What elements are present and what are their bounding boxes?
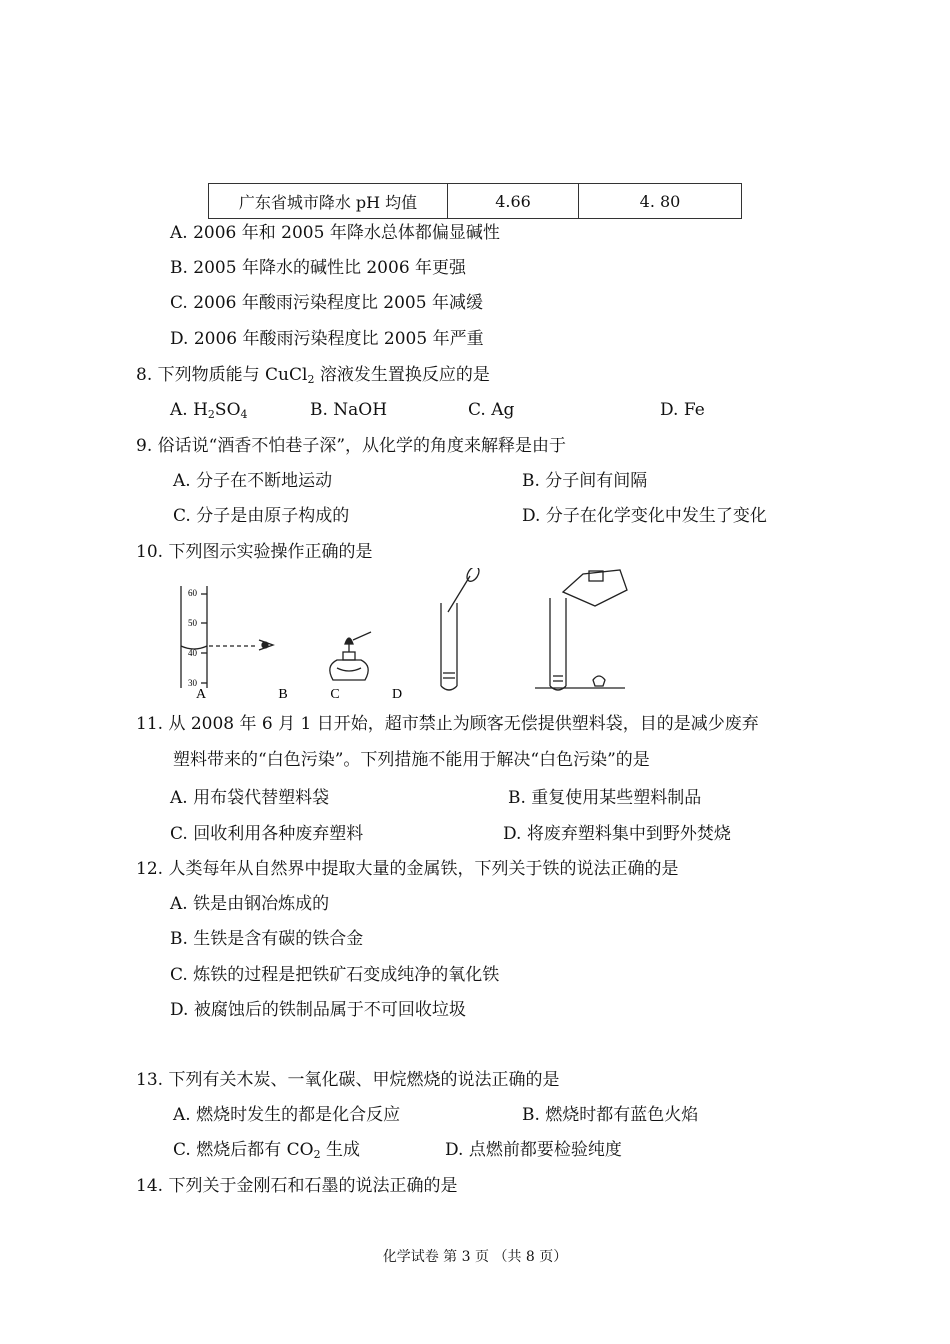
q8-stem-sub: 2: [307, 373, 315, 386]
ph-table: [208, 183, 742, 219]
table-label: 广东省城市降水 pH 均值: [209, 184, 448, 219]
q13-stem: 13. 下列有关木炭、一氧化碳、甲烷燃烧的说法正确的是: [136, 1070, 560, 1090]
q8-a-mid: SO: [214, 400, 241, 420]
q8-stem-pre: 8. 下列物质能与 CuCl: [136, 365, 308, 385]
q7-option-d: D. 2006 年酸雨污染程度比 2005 年严重: [170, 329, 484, 349]
q7-option-a: A. 2006 年和 2005 年降水总体都偏显碱性: [170, 223, 500, 243]
table-value-2006: 4.66: [448, 184, 579, 219]
figure-label-b: B: [278, 687, 288, 702]
q13-option-c: [173, 1139, 360, 1166]
q11-stem-line1: 11. 从 2008 年 6 月 1 日开始，超市禁止为顾客无偿提供塑料袋，目的是减少废弃: [136, 714, 759, 734]
q13-c-pre: C. 燃烧后都有 CO: [173, 1140, 314, 1160]
q8-a-sub1: 2: [207, 408, 215, 421]
q8-a-sub2: 4: [240, 408, 248, 421]
q7-option-c: C. 2006 年酸雨污染程度比 2005 年减缓: [170, 293, 483, 313]
q9-option-a: A. 分子在不断地运动: [173, 471, 333, 491]
measuring-cylinder-icon: [181, 586, 273, 688]
q12-option-c: C. 炼铁的过程是把铁矿石变成纯净的氧化铁: [170, 965, 500, 985]
q13-option-b: B. 燃烧时都有蓝色火焰: [522, 1105, 699, 1125]
q11-stem-line2: 塑料带来的“白色污染”。下列措施不能用于解决“白色污染”的是: [173, 750, 650, 770]
q13-c-sub: 2: [313, 1148, 321, 1161]
q8-stem: [136, 364, 490, 391]
q12-option-d: D. 被腐蚀后的铁制品属于不可回收垃圾: [170, 1000, 466, 1020]
q14-stem: 14. 下列关于金刚石和石墨的说法正确的是: [136, 1176, 458, 1196]
q8-a-pre: A. H: [170, 400, 208, 420]
dropper-test-tube-icon: [441, 568, 481, 690]
q8-option-d: D. Fe: [660, 400, 705, 420]
q13-c-post: 生成: [320, 1140, 360, 1160]
q13-option-a: A. 燃烧时发生的都是化合反应: [173, 1105, 401, 1125]
pouring-reagent-icon: [535, 570, 627, 690]
q7-option-b: B. 2005 年降水的碱性比 2006 年更强: [170, 258, 467, 278]
alcohol-lamp-icon: [330, 632, 371, 680]
figure-label-a: A: [195, 687, 207, 702]
figure-label-c: C: [330, 687, 340, 702]
q11-option-d: D. 将废弃塑料集中到野外焚烧: [503, 824, 731, 844]
q8-stem-post: 溶液发生置换反应的是: [314, 365, 490, 385]
q12-stem: 12. 人类每年从自然界中提取大量的金属铁，下列关于铁的说法正确的是: [136, 859, 679, 879]
q9-option-d: D. 分子在化学变化中发生了变化: [522, 506, 767, 526]
q9-option-b: B. 分子间有间隔: [522, 471, 648, 491]
q11-option-c: C. 回收利用各种废弃塑料: [170, 824, 364, 844]
table-row: [209, 184, 742, 219]
q12-option-b: B. 生铁是含有碳的铁合金: [170, 929, 364, 949]
q9-option-c: C. 分子是由原子构成的: [173, 506, 350, 526]
cylinder-tick-40: 40: [188, 648, 197, 658]
page-footer: 化学试卷 第 3 页 （共 8 页）: [382, 1249, 568, 1265]
q12-option-a: A. 铁是由钢冶炼成的: [170, 894, 330, 914]
q8-option-a: [170, 399, 248, 426]
q10-stem: 10. 下列图示实验操作正确的是: [136, 542, 373, 562]
q11-option-b: B. 重复使用某些塑料制品: [508, 788, 702, 808]
q9-stem: 9. 俗话说“酒香不怕巷子深”，从化学的角度来解释是由于: [136, 436, 567, 456]
figure-label-d: D: [391, 687, 403, 702]
cylinder-tick-50: 50: [188, 618, 197, 628]
lab-operations-figure: [165, 568, 645, 703]
q11-option-a: A. 用布袋代替塑料袋: [170, 788, 330, 808]
q8-option-c: C. Ag: [468, 400, 515, 420]
table-value-2005: 4. 80: [579, 184, 742, 219]
cylinder-tick-30: 30: [188, 678, 197, 688]
q8-option-b: B. NaOH: [310, 400, 388, 420]
q13-option-d: D. 点燃前都要检验纯度: [445, 1140, 622, 1160]
cylinder-tick-60: 60: [188, 588, 197, 598]
